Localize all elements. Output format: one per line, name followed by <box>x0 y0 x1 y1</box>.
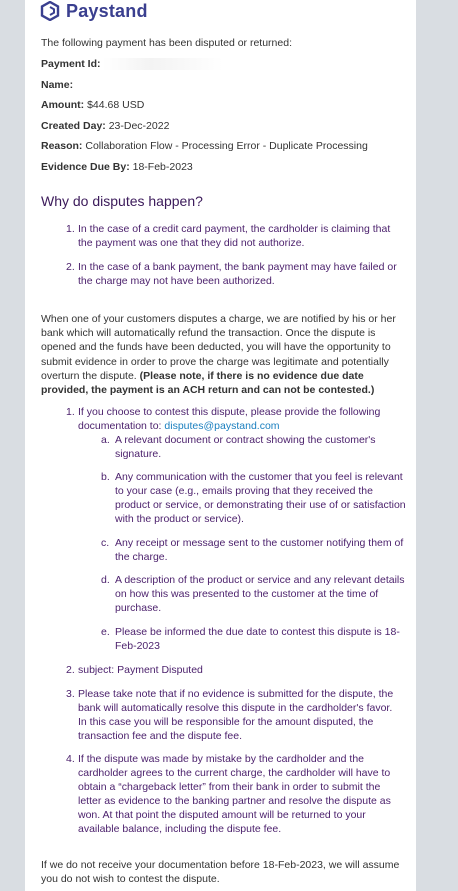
ach-note: (Please note, if there is no evidence due date provided, the payment is an ACH return and can not be contested.) <box>41 369 375 397</box>
name-row <box>41 79 73 91</box>
amount-label: Amount: <box>41 99 85 111</box>
created-label: Created Day: <box>41 120 106 132</box>
reason-label: Reason: <box>41 140 83 152</box>
due-row <box>41 161 193 173</box>
email-card: Paystand The following payment has been disputed or returned: Payment Id: Name: Amount: $44.68 USD Created Day: 23-Dec-2022 Reason: Collaboration Flow - Processing Error - Duplicate Processing Evidence Due By: 18-Feb-2023 Why do disputes happen? 1. In the case of a credit card payment, the cardholder is claiming that the payment was one that they did not authorize. 2. In the case of a bank payment, the bank payment may have failed or the charge may not have been authorized. When one of your customers disputes a charge, we are notified by his or her bank which will automatically refund the transaction. Once the dispute is opened and the funds have been deducted, you will have the opportunity to submit evidence in order to prove the charge was legitimate and potentially overturn the dispute. (Please note, if there is no evidence due date provided, the payment is an ACH return and can not be contested.) 1. If you choose to contest this dispute, please provide the following documentation to: disputes@paystand.com a. A relevant document or contract showing the customer's signature. b. Any communication with the customer that you feel is relevant to your case (e.g., emails proving that they received the product or service, or demonstrating their use of or satisfaction with the product or service). c. Any receipt or message sent to the customer notifying them of the charge. d. A description of the product or service and any relevant details on how this was presented to the customer at the time of purchase. e. Please be informed the due date to contest this dispute is 18-Feb-2023 2. subject: Payment Disputed 3. Please take note that if no evidence is submitted for the dispute, the bank will automatically resolve this dispute in the cardholder's favor. In this case you will be responsible for the amount disputed, the transaction fee and the dispute fee. 4. If the dispute was made by mistake by the cardholder and the cardholder agrees to the current charge, the cardholder will have to obtain a “chargeback letter” from their bank in order to submit the letter as evidence to the banking partner and resolve the dispute as won. At that point the disputed amount will be returned to your available balance, including the dispute fee. If we do not receive your documentation before 18-Feb-2023, we will assume you do not wish to contest the dispute. <box>25 0 416 891</box>
created-row <box>41 120 169 132</box>
sub-item-text: A description of the product or service and any relevant details on how this was presented to the customer at the time of purchase. <box>115 574 405 614</box>
step-text: Please take note that if no evidence is submitted for the dispute, the bank will automatically resolve this dispute in the cardholder's favor. In this case you will be responsible for the amount disputed, the transaction fee and the dispute fee. <box>78 688 394 742</box>
paystand-logo-icon <box>40 1 60 21</box>
redacted-value <box>103 58 223 70</box>
payment-id-row <box>41 58 223 70</box>
amount-value: $44.68 USD <box>87 99 145 111</box>
created-value: 23-Dec-2022 <box>108 120 170 132</box>
due-label: Evidence Due By: <box>41 161 130 173</box>
reason-row <box>41 140 368 152</box>
why-item-text: In the case of a credit card payment, the cardholder is claiming that the payment was one that they did not authorize. <box>78 223 391 249</box>
amount-row <box>41 99 144 111</box>
payment-id-label: Payment Id: <box>41 58 101 70</box>
brand-name: Paystand <box>66 0 148 21</box>
brand-logo <box>40 0 148 22</box>
why-item-text: In the case of a bank payment, the bank payment may have failed or the charge may not have been authorized. <box>78 261 397 287</box>
due-value: 18-Feb-2023 <box>132 161 193 173</box>
sub-item-text: Any receipt or message sent to the customer notifying them of the charge. <box>115 537 404 563</box>
sub-item-text: A relevant document or contract showing the customer's signature. <box>115 434 376 460</box>
footer-text: If we do not receive your documentation before 18-Feb-2023, we will assume you do not wish to contest the dispute. <box>41 859 400 885</box>
sub-item-text: Any communication with the customer that you feel is relevant to your case (e.g., emails proving that they received the product or service, or demonstrating their use of or satisfaction with the product or service). <box>115 471 406 525</box>
sub-item-text: Please be informed the due date to contest this dispute is 18-Feb-2023 <box>115 626 400 652</box>
step-text: If you choose to contest this dispute, please provide the following documentation to: disputes@paystand.com <box>78 406 381 432</box>
intro-text: The following payment has been disputed or returned: <box>41 37 292 49</box>
step-text: If the dispute was made by mistake by the cardholder and the cardholder agrees to the current charge, the cardholder will have to obtain a “chargeback letter” from their bank in order to submit the letter as evidence to the banking partner and resolve the dispute as won. At that point the disputed amount will be returned to your available balance, including the dispute fee. <box>78 753 391 835</box>
step-text: subject: Payment Disputed <box>78 664 203 676</box>
explanation-paragraph <box>41 312 406 397</box>
reason-value: Collaboration Flow - Processing Error - Duplicate Processing <box>85 140 368 152</box>
explanation-text: When one of your customers disputes a charge, we are notified by his or her bank which will automatically refund the transaction. Once the dispute is opened and the funds have been deducted, you will have the opportunity to submit evidence in order to prove the charge was legitimate and potentially overturn the dispute. <box>41 313 396 382</box>
disputes-email-link[interactable]: disputes@paystand.com <box>164 420 280 432</box>
name-label: Name: <box>41 79 74 91</box>
why-heading: Why do disputes happen? <box>41 193 203 209</box>
